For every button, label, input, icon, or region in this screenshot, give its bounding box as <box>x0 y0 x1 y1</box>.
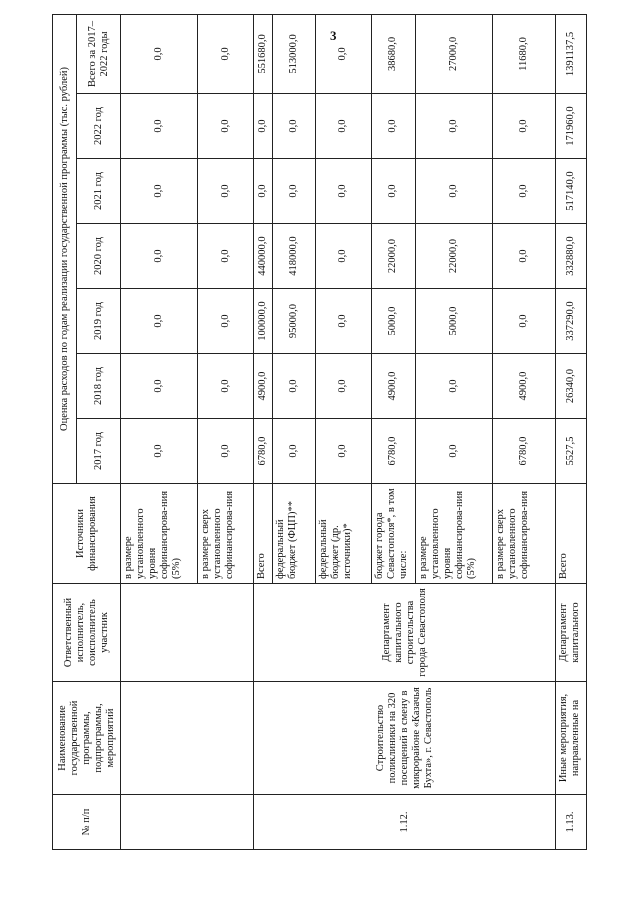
row-source: бюджет города Севастополя*, в том числе: <box>371 484 415 584</box>
header-year-2018: 2018 год <box>77 354 121 419</box>
row-source: в размере сверх установленного софинансирова-ния <box>198 484 254 584</box>
header-responsible: Ответственный исполнитель, соисполнитель участник <box>53 584 121 682</box>
cell-value: 0,0 <box>493 224 555 289</box>
cell-value: 0,0 <box>121 419 198 484</box>
cell-value: 0,0 <box>121 224 198 289</box>
cell-value: 4900,0 <box>371 354 415 419</box>
cell-value: 6780,0 <box>254 419 272 484</box>
row-item-num: 1.13. <box>555 795 586 850</box>
financing-table <box>52 14 587 850</box>
cell-value: 6780,0 <box>493 419 555 484</box>
header-name: Наименование государственной программы, подпрограммы, мероприятий <box>53 682 121 795</box>
row-source: федеральный бюджет (ФЦП)** <box>272 484 315 584</box>
row-item-num: 1.12. <box>254 795 555 850</box>
header-year-2022: 2022 год <box>77 94 121 159</box>
cell-value: 95000,0 <box>272 289 315 354</box>
cell-value: 0,0 <box>198 224 254 289</box>
cell-value: 0,0 <box>121 94 198 159</box>
cell-value: 0,0 <box>121 159 198 224</box>
cell-value: 171960,0 <box>555 94 586 159</box>
cell-value: 337290,0 <box>555 289 586 354</box>
row-item-responsible: Департамент капитального строительства города Севастополя <box>254 584 555 682</box>
cell-value: 0,0 <box>198 354 254 419</box>
cell-value: 0,0 <box>315 419 371 484</box>
row-source: федеральный бюджет (др. источники)* <box>315 484 371 584</box>
cell-value: 26340,0 <box>555 354 586 419</box>
cell-value: 0,0 <box>198 159 254 224</box>
cell-value: 513000,0 <box>272 14 315 93</box>
cell-value: 0,0 <box>371 94 415 159</box>
cell-value: 0,0 <box>315 289 371 354</box>
table-row <box>555 14 586 849</box>
cell-value: 418000,0 <box>272 224 315 289</box>
cell-value: 0,0 <box>272 419 315 484</box>
header-year-2021: 2021 год <box>77 159 121 224</box>
table-row <box>254 14 272 849</box>
header-year-2020: 2020 год <box>77 224 121 289</box>
row-source: в размере установленного уровня софинансирова-ния (5%) <box>121 484 198 584</box>
cell-value: 0,0 <box>315 14 371 93</box>
cell-value: 0,0 <box>493 94 555 159</box>
cell-value: 0,0 <box>493 289 555 354</box>
header-year-2017: 2017 год <box>77 419 121 484</box>
header-source: Источники финансирования <box>53 484 121 584</box>
cell-value: 0,0 <box>198 94 254 159</box>
cell-value: 0,0 <box>415 94 492 159</box>
cell-value: 0,0 <box>198 14 254 93</box>
cell-value: 0,0 <box>415 159 492 224</box>
cell-value: 0,0 <box>198 419 254 484</box>
cell-value: 0,0 <box>254 94 272 159</box>
header-estimate: Оценка расходов по годам реализации государственной программы (тыс. рублей) <box>53 14 77 483</box>
cell-value: 100000,0 <box>254 289 272 354</box>
row-cont-responsible <box>121 584 254 682</box>
cell-value: 0,0 <box>121 14 198 93</box>
cell-value: 0,0 <box>315 159 371 224</box>
row-item-responsible: Департамент капитального <box>555 584 586 682</box>
cell-value: 0,0 <box>272 94 315 159</box>
cell-value: 0,0 <box>272 159 315 224</box>
header-total: Всего за 2017–2022 годы <box>77 14 121 93</box>
cell-value: 440000,0 <box>254 224 272 289</box>
row-source: Всего <box>254 484 272 584</box>
cell-value: 0,0 <box>315 354 371 419</box>
cell-value: 332880,0 <box>555 224 586 289</box>
cell-value: 0,0 <box>254 159 272 224</box>
cell-value: 6780,0 <box>371 419 415 484</box>
cell-value: 4900,0 <box>254 354 272 419</box>
row-item-name: Иные мероприятия, направленные на <box>555 682 586 795</box>
cell-value: 0,0 <box>121 289 198 354</box>
cell-value: 0,0 <box>272 354 315 419</box>
cell-value: 0,0 <box>371 159 415 224</box>
cell-value: 5527,5 <box>555 419 586 484</box>
cell-value: 38680,0 <box>371 14 415 93</box>
row-source: в размере сверх установленного софинансирова-ния <box>493 484 555 584</box>
cell-value: 22000,0 <box>415 224 492 289</box>
cell-value: 0,0 <box>121 354 198 419</box>
cell-value: 0,0 <box>315 94 371 159</box>
rotated-table-wrapper <box>52 15 587 850</box>
cell-value: 0,0 <box>493 159 555 224</box>
header-num: № п/п <box>53 795 121 850</box>
cell-value: 5000,0 <box>415 289 492 354</box>
cell-value: 4900,0 <box>493 354 555 419</box>
row-item-name: Строительство поликлиники на 320 посещений в смену в микрорайоне «Казачья Бухта», г. Севастополь <box>254 682 555 795</box>
table-row <box>121 14 198 849</box>
row-cont-name <box>121 682 254 795</box>
cell-value: 5000,0 <box>371 289 415 354</box>
row-source: Всего <box>555 484 586 584</box>
cell-value: 551680,0 <box>254 14 272 93</box>
cell-value: 0,0 <box>315 224 371 289</box>
cell-value: 517140,0 <box>555 159 586 224</box>
cell-value: 22000,0 <box>371 224 415 289</box>
cell-value: 27000,0 <box>415 14 492 93</box>
cell-value: 11680,0 <box>493 14 555 93</box>
cell-value: 0,0 <box>198 289 254 354</box>
header-year-2019: 2019 год <box>77 289 121 354</box>
cell-value: 1391137,5 <box>555 14 586 93</box>
cell-value: 0,0 <box>415 419 492 484</box>
row-cont-num <box>121 795 254 850</box>
row-source: в размере установленного уровня софинансирова-ния (5%) <box>415 484 492 584</box>
page-number: 3 <box>330 28 337 43</box>
cell-value: 0,0 <box>415 354 492 419</box>
